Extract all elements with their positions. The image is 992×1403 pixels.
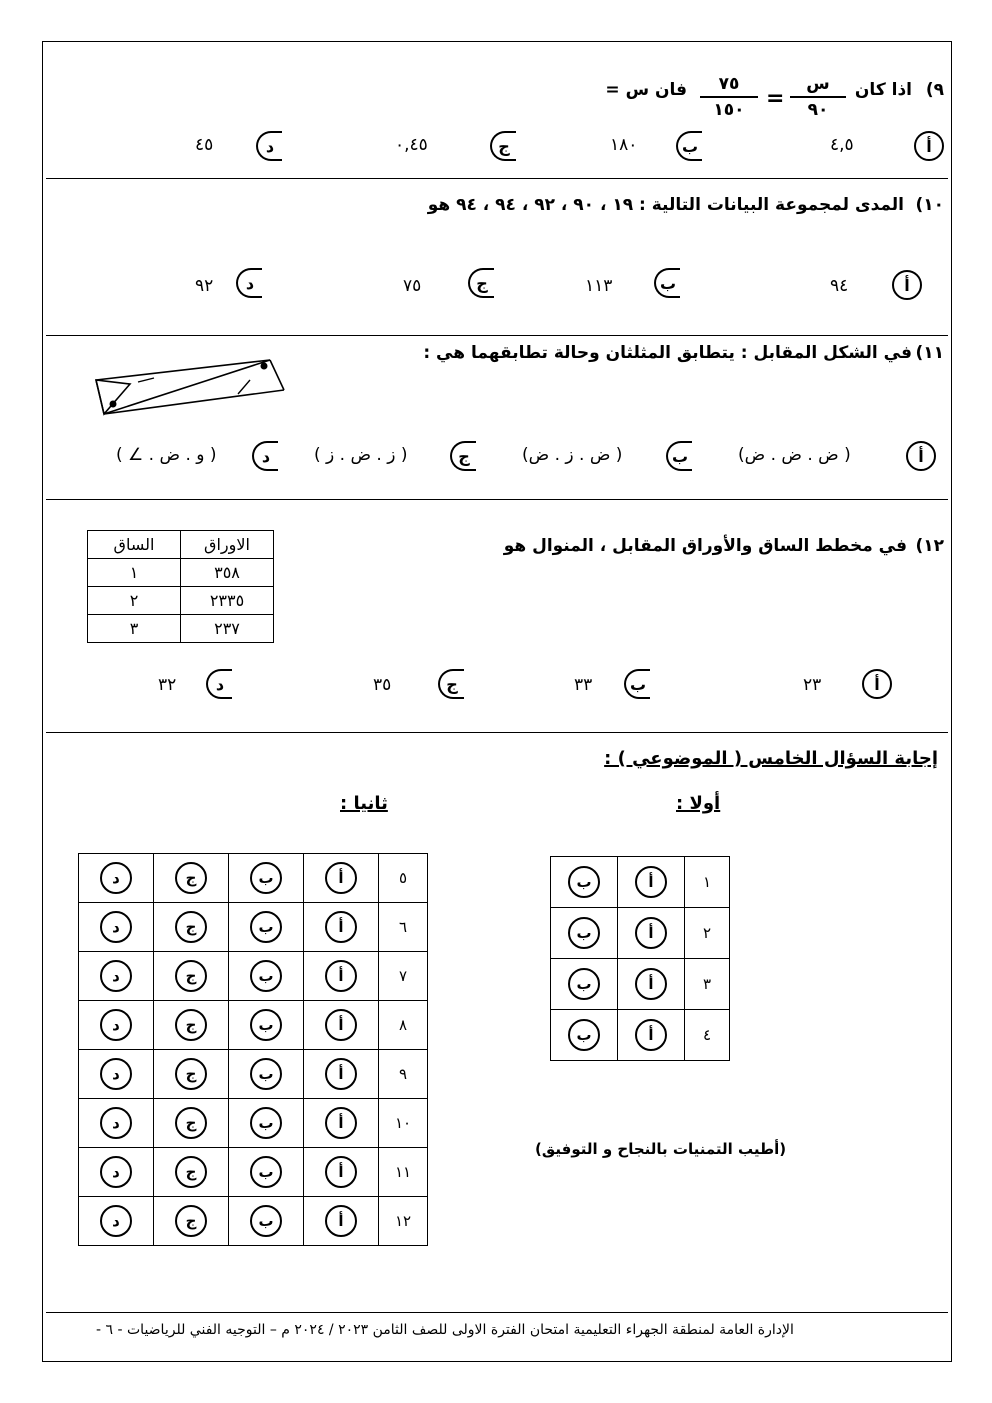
answer-bubble-icon[interactable]: ب (250, 1009, 282, 1041)
q9-option-d-value: ٤٥ (195, 135, 214, 155)
q9-frac1-denominator: ٩٠ (807, 100, 829, 120)
answer-cell (229, 1050, 304, 1099)
answer-cell (154, 1197, 229, 1246)
q11-option-b-value: (ض . ز . ض ) (522, 445, 623, 465)
answer-cell (229, 854, 304, 903)
q10-option-c-value: ٧٥ (403, 276, 422, 296)
answer-cell (304, 854, 379, 903)
answer-bubble-icon[interactable]: أ (325, 1107, 357, 1139)
q9-equals: = (766, 86, 785, 111)
table-row (88, 615, 274, 643)
answer-cell (154, 1001, 229, 1050)
q12-option-b-icon[interactable]: ب (624, 669, 650, 699)
table-header-stem: الساق (88, 531, 181, 559)
answer-bubble-icon[interactable]: أ (635, 866, 667, 898)
answer-cell (304, 1001, 379, 1050)
q12-option-d-icon[interactable]: د (206, 669, 232, 699)
answer-cell (79, 1001, 154, 1050)
angle-dot (261, 363, 268, 370)
table-row (88, 587, 274, 615)
answer-cell (304, 1197, 379, 1246)
second-section-label: ثانيا : (340, 793, 388, 814)
answer-bubble-icon[interactable]: أ (635, 968, 667, 1000)
q9-frac2-denominator: ١٥٠ (713, 100, 745, 120)
q9-option-d-icon[interactable]: د (256, 131, 282, 161)
answer-row (79, 1050, 428, 1099)
answer-row-number: ٦ (379, 903, 428, 952)
answer-row (79, 952, 428, 1001)
q9-option-c-value: ٠,٤٥ (395, 135, 428, 155)
q11-option-a-icon[interactable]: أ (906, 441, 936, 471)
answer-cell (154, 1148, 229, 1197)
answer-cell (154, 903, 229, 952)
q9-option-a-icon[interactable]: أ (914, 131, 944, 161)
q12-option-d-value: ٣٢ (158, 675, 177, 695)
stem-cell: ١ (88, 559, 181, 587)
divider (46, 732, 948, 733)
answer-bubble-icon[interactable]: ب (568, 1019, 600, 1051)
answer-bubble-icon[interactable]: ج (175, 960, 207, 992)
table-row (88, 559, 274, 587)
q12-text: في مخطط الساق والأوراق المقابل ، المنوال هو (503, 536, 907, 556)
answer-cell (618, 908, 685, 959)
q11-number: ١١) (915, 343, 944, 363)
answer-cell (304, 952, 379, 1001)
answer-bubble-icon[interactable]: ب (250, 911, 282, 943)
q10-option-a-value: ٩٤ (830, 276, 849, 296)
divider (46, 335, 948, 336)
stem-cell: ٣ (88, 615, 181, 643)
q11-option-b-icon[interactable]: ب (666, 441, 692, 471)
answer-row-number: ٨ (379, 1001, 428, 1050)
answer-bubble-icon[interactable]: أ (325, 911, 357, 943)
leaves-cell: ٣٥٨ (181, 559, 274, 587)
answer-bubble-icon[interactable]: د (100, 1156, 132, 1188)
answer-bubble-icon[interactable]: أ (325, 862, 357, 894)
q12-option-c-value: ٣٥ (373, 675, 392, 695)
answer-cell (229, 1099, 304, 1148)
answer-cell (551, 857, 618, 908)
answer-cell (154, 1050, 229, 1099)
tick-mark (138, 378, 154, 382)
answer-cell (618, 959, 685, 1010)
answer-row-number: ٧ (379, 952, 428, 1001)
footer-text: الإدارة العامة لمنطقة الجهراء التعليمية امتحان الفترة الاولى للصف الثامن ٢٠٢٣ / ٢٠٢٤ م – التوجيه الفني للرياضيات - ٦ - (96, 1322, 794, 1338)
answer-cell (618, 1010, 685, 1061)
q10-option-b-value: ١١٣ (585, 276, 613, 296)
answer-cell (304, 1148, 379, 1197)
answer-row (551, 908, 730, 959)
q9-option-c-icon[interactable]: ج (490, 131, 516, 161)
answer-cell (79, 854, 154, 903)
divider (46, 178, 948, 179)
answer-cell (229, 903, 304, 952)
q9-suffix: فان س = (605, 80, 687, 100)
answer-row (551, 857, 730, 908)
q10-number: ١٠) (915, 195, 944, 215)
q9-number: ٩) (925, 80, 944, 100)
q12-option-b-value: ٣٣ (574, 675, 593, 695)
footer-divider (46, 1312, 948, 1313)
table-header-leaves: الاوراق (181, 531, 274, 559)
q9-fraction-1 (790, 74, 846, 120)
answers-title: إجابة السؤال الخامس ( الموضوعي ) : (604, 748, 938, 769)
q11-text: في الشكل المقابل : يتطابق المثلثان وحالة تطابقهما هي : (423, 343, 912, 363)
answer-bubble-icon[interactable]: أ (325, 1058, 357, 1090)
answer-cell (551, 908, 618, 959)
answer-row (79, 1001, 428, 1050)
answer-bubble-icon[interactable]: ب (568, 866, 600, 898)
answer-cell (79, 1099, 154, 1148)
answer-bubble-icon[interactable]: ج (175, 1205, 207, 1237)
answer-bubble-icon[interactable]: أ (325, 960, 357, 992)
answer-row-number: ٣ (685, 959, 730, 1010)
q10-option-d-value: ٩٢ (195, 276, 214, 296)
first-section-label: أولا : (676, 793, 721, 814)
q10-text: المدى لمجموعة البيانات التالية : ١٩ ، ٩٠ ، ٩٢ ، ٩٤ ، ٩٤ هو (427, 195, 904, 215)
answer-bubble-icon[interactable]: ب (250, 1205, 282, 1237)
answer-bubble-icon[interactable]: ج (175, 911, 207, 943)
answer-row-number: ١٠ (379, 1099, 428, 1148)
answer-row-number: ٢ (685, 908, 730, 959)
answer-cell (229, 1197, 304, 1246)
congruent-triangles-figure (90, 350, 290, 420)
answer-row (79, 1148, 428, 1197)
answer-cell (154, 854, 229, 903)
q11-option-a-value: (ض . ض . ض ) (738, 445, 851, 465)
answer-cell (79, 903, 154, 952)
answer-bubble-icon[interactable]: د (100, 1107, 132, 1139)
answer-cell (304, 1050, 379, 1099)
q9-prefix: اذا كان (854, 80, 912, 100)
answer-bubble-icon[interactable]: ب (250, 862, 282, 894)
answer-grid-second (78, 853, 428, 1246)
q11-option-d-icon[interactable]: د (252, 441, 278, 471)
q12-option-c-icon[interactable]: ج (438, 669, 464, 699)
q10-option-a-icon[interactable]: أ (892, 270, 922, 300)
q9-fraction-2 (700, 74, 758, 120)
answer-bubble-icon[interactable]: أ (635, 917, 667, 949)
answer-bubble-icon[interactable]: ب (568, 968, 600, 1000)
answer-cell (551, 1010, 618, 1061)
answer-bubble-icon[interactable]: ج (175, 1058, 207, 1090)
answer-bubble-icon[interactable]: أ (635, 1019, 667, 1051)
answer-row (551, 1010, 730, 1061)
answer-cell (229, 1148, 304, 1197)
q11-option-c-icon[interactable]: ج (450, 441, 476, 471)
answer-bubble-icon[interactable]: د (100, 1058, 132, 1090)
answer-cell (79, 1050, 154, 1099)
answer-cell (154, 952, 229, 1001)
answer-cell (154, 1099, 229, 1148)
answer-row (79, 854, 428, 903)
answer-bubble-icon[interactable]: د (100, 960, 132, 992)
answer-cell (618, 857, 685, 908)
stem-cell: ٢ (88, 587, 181, 615)
answer-bubble-icon[interactable]: ب (250, 1058, 282, 1090)
q9-option-b-value: ١٨٠ (610, 135, 638, 155)
angle-dot (110, 401, 117, 408)
answer-row (79, 903, 428, 952)
answer-bubble-icon[interactable]: د (100, 862, 132, 894)
answer-bubble-icon[interactable]: أ (325, 1009, 357, 1041)
answer-bubble-icon[interactable]: ب (250, 1156, 282, 1188)
q10-option-b-icon[interactable]: ب (654, 268, 680, 298)
answer-bubble-icon[interactable]: ج (175, 862, 207, 894)
answer-row-number: ١١ (379, 1148, 428, 1197)
answer-cell (229, 952, 304, 1001)
q12-number: ١٢) (915, 536, 944, 556)
answer-row (79, 1099, 428, 1148)
q12-option-a-icon[interactable]: أ (862, 669, 892, 699)
q9-frac1-numerator: س (806, 74, 830, 94)
answer-bubble-icon[interactable]: ب (568, 917, 600, 949)
answer-bubble-icon[interactable]: ج (175, 1156, 207, 1188)
answer-row-number: ٥ (379, 854, 428, 903)
answer-row (79, 1197, 428, 1246)
q11-option-d-value: ( ∠ . و . ض ) (116, 445, 217, 465)
answer-grid-first (550, 856, 730, 1061)
q9-frac2-numerator: ٧٥ (718, 74, 740, 94)
q10-option-c-icon[interactable]: ج (468, 268, 494, 298)
answer-bubble-icon[interactable]: ج (175, 1107, 207, 1139)
answer-row-number: ٩ (379, 1050, 428, 1099)
q9-option-b-icon[interactable]: ب (676, 131, 702, 161)
tick-mark (238, 380, 250, 394)
answer-cell (79, 952, 154, 1001)
q10-option-d-icon[interactable]: د (236, 268, 262, 298)
answer-bubble-icon[interactable]: أ (325, 1205, 357, 1237)
answer-row-number: ١٢ (379, 1197, 428, 1246)
q9-option-a-value: ٤,٥ (830, 135, 854, 155)
answer-cell (79, 1148, 154, 1197)
answer-cell (304, 1099, 379, 1148)
q12-option-a-value: ٢٣ (803, 675, 822, 695)
answer-row-number: ١ (685, 857, 730, 908)
answer-bubble-icon[interactable]: ب (250, 960, 282, 992)
answer-bubble-icon[interactable]: ب (250, 1107, 282, 1139)
triangle-left (96, 380, 130, 414)
leaves-cell: ٢٣٣٥ (181, 587, 274, 615)
answer-cell (551, 959, 618, 1010)
wishes-text: (أطيب التمنيات بالنجاح و التوفيق) (535, 1140, 787, 1158)
leaves-cell: ٢٣٧ (181, 615, 274, 643)
answer-cell (304, 903, 379, 952)
answer-row (551, 959, 730, 1010)
answer-cell (79, 1197, 154, 1246)
stem-leaf-table (87, 530, 274, 643)
answer-bubble-icon[interactable]: د (100, 1205, 132, 1237)
answer-row-number: ٤ (685, 1010, 730, 1061)
answer-cell (229, 1001, 304, 1050)
answer-bubble-icon[interactable]: د (100, 1009, 132, 1041)
answer-bubble-icon[interactable]: ج (175, 1009, 207, 1041)
q11-option-c-value: ( ز . ض . ز ) (314, 445, 408, 465)
divider (46, 499, 948, 500)
answer-bubble-icon[interactable]: د (100, 911, 132, 943)
answer-bubble-icon[interactable]: أ (325, 1156, 357, 1188)
